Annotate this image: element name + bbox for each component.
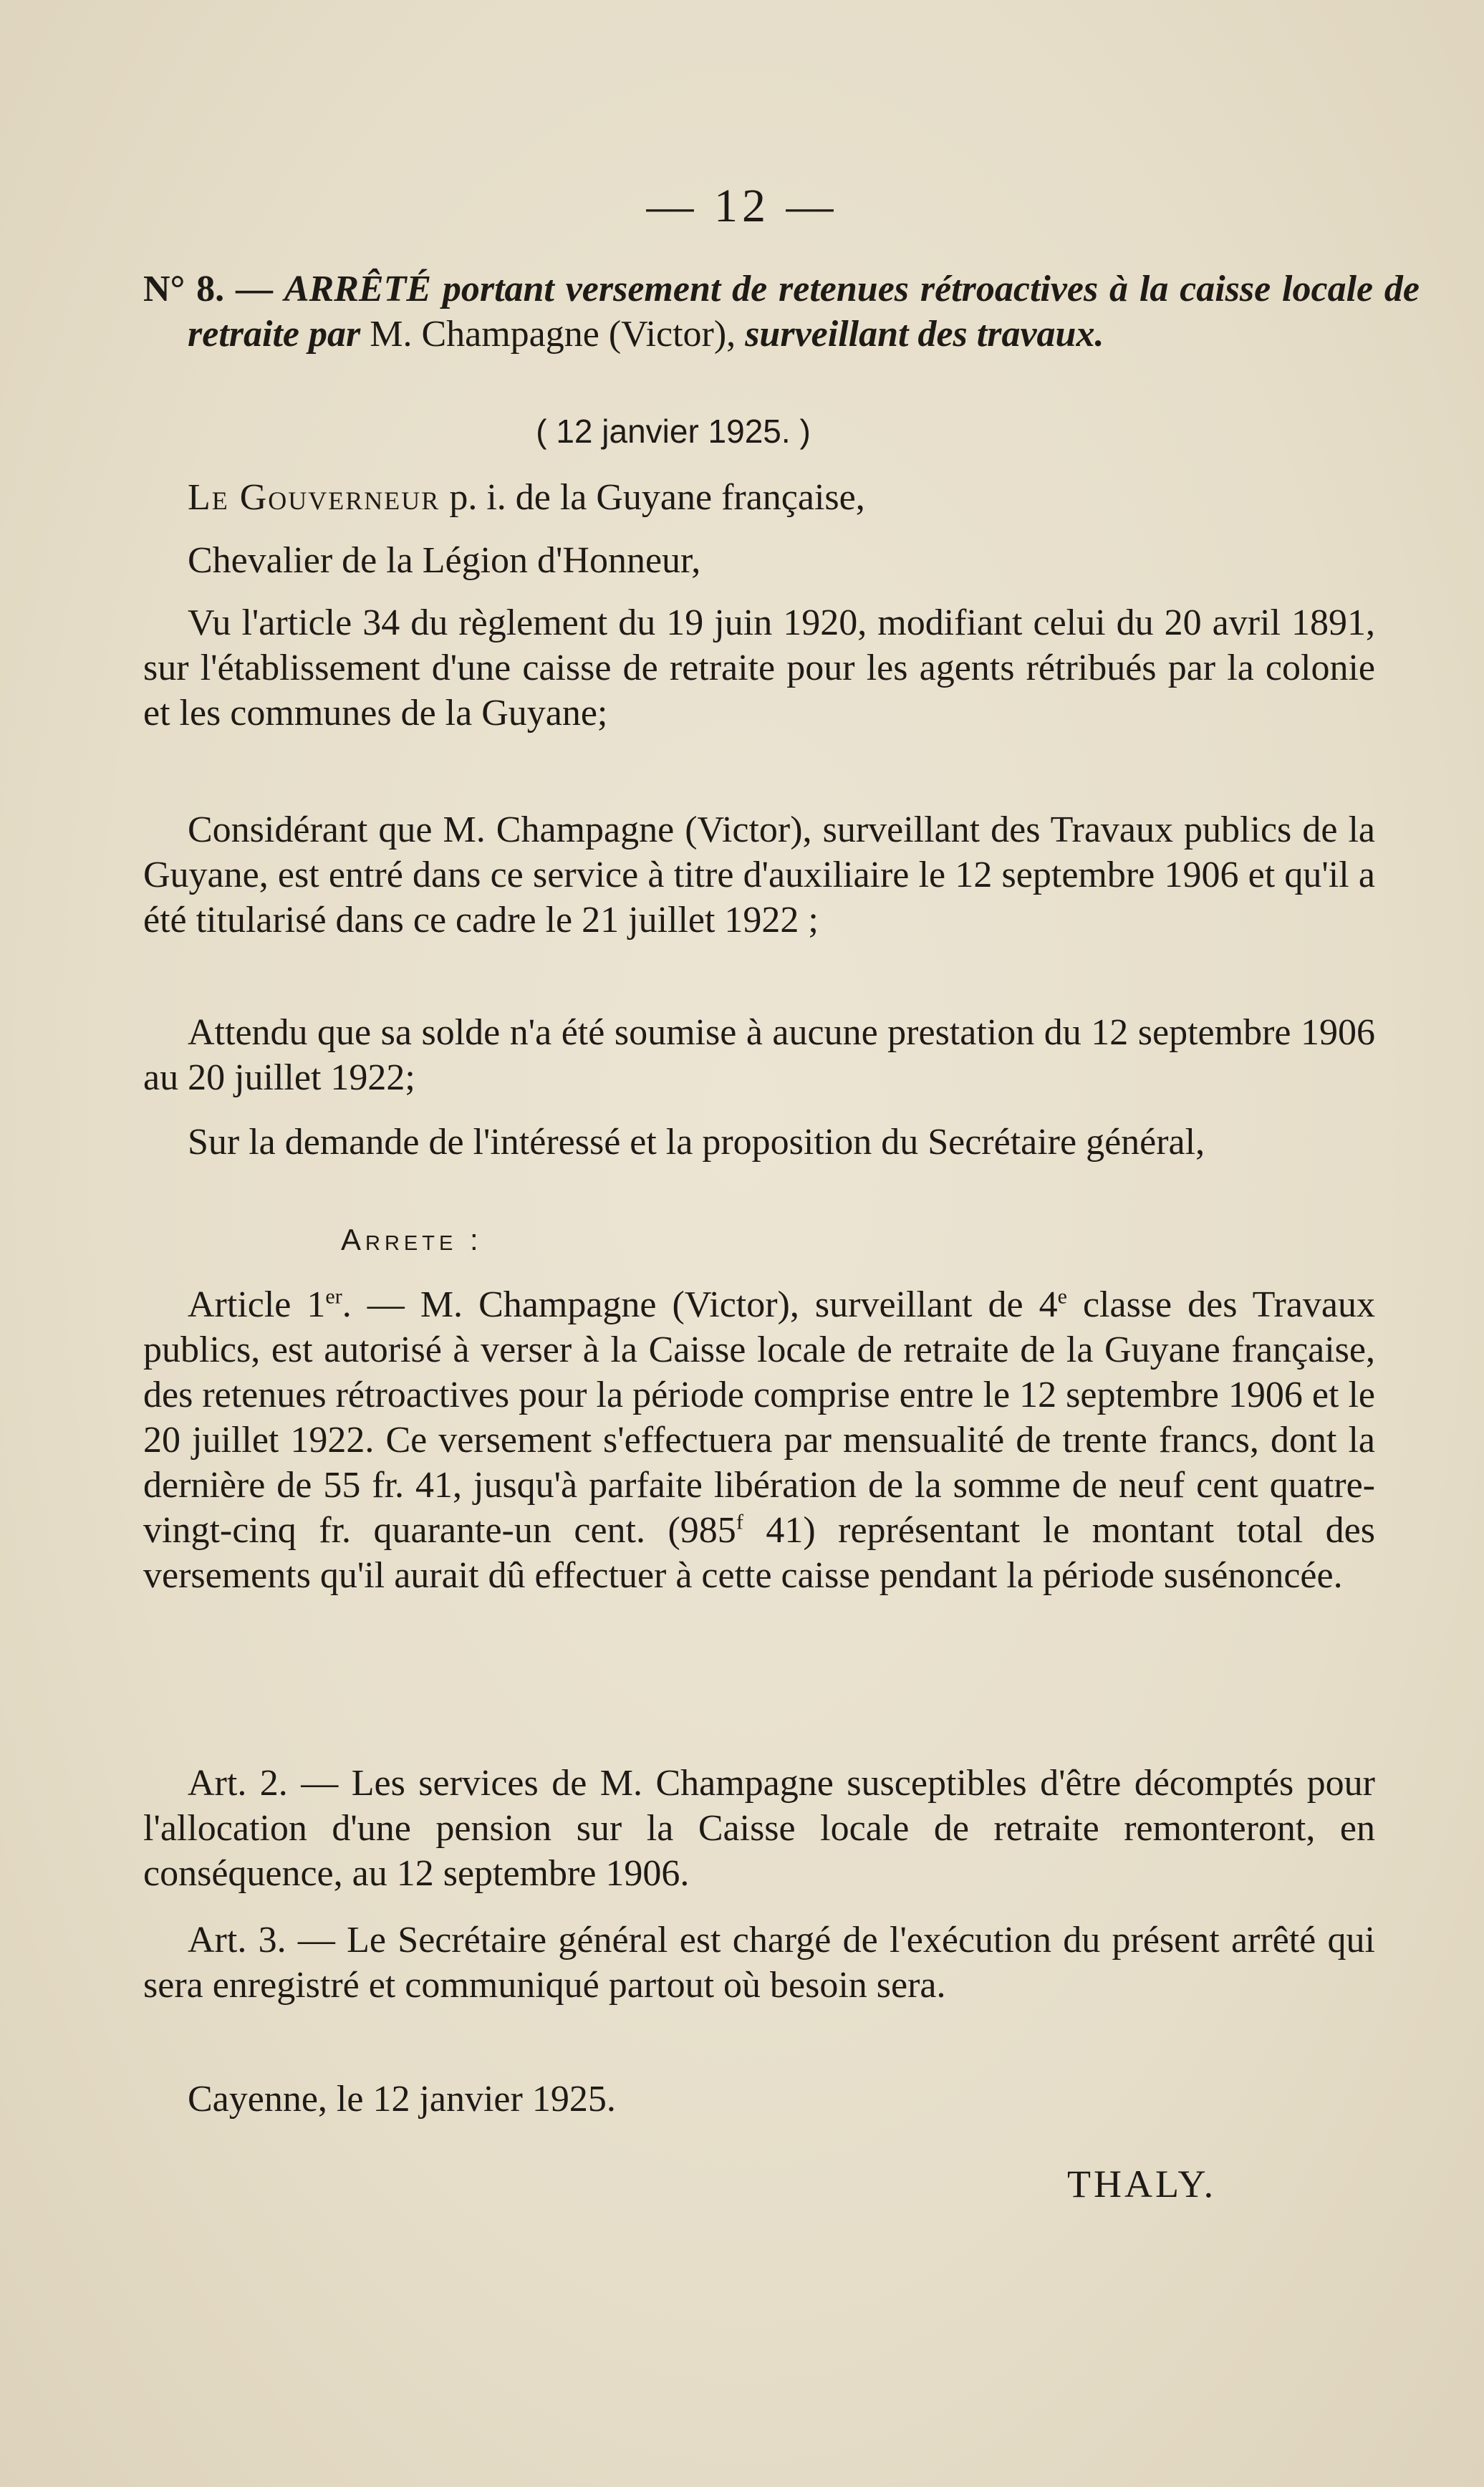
- article-1-class-sup: e: [1057, 1284, 1067, 1309]
- governor-title: Le Gouverneur: [188, 477, 440, 518]
- decree-date: ( 12 janvier 1925. ): [536, 413, 811, 450]
- governor-rest: p. i. de la Guyane française,: [449, 477, 865, 518]
- article-1-text-b: classe des Travaux publics, est autorisé à verser à la Caisse locale de retraite de la Guyane française, des retenues rétroactives pour la période comprise entre le 12 septembre 1906 et le 20 juillet 1922. Ce versement s'effectuera par mensualité de trente francs, dont la dernière de 55 fr. 41, jusqu'à parfaite libération de la somme de neuf cent quatre-vingt-cinq fr. quarante-un cent. (985: [143, 1284, 1376, 1551]
- demande-paragraph: Sur la demande de l'intéressé et la proposition du Secrétaire général,: [188, 1122, 1205, 1163]
- decree-title-part1: ARRÊTÉ portant versement de retenues rétroactives à la caisse locale de retraite par: [188, 269, 1420, 355]
- article-1-text-c: 41) représentant le montant total des versements qu'il aurait dû effectuer à cette caisse pendant la période susénoncée.: [143, 1510, 1375, 1596]
- governor-line: [143, 475, 1375, 520]
- chevalier-line: Chevalier de la Légion d'Honneur,: [188, 540, 701, 581]
- decree-heading: [143, 266, 1420, 357]
- article-1-text-a: . — M. Champagne (Victor), surveillant de 4: [342, 1284, 1058, 1325]
- page-number: — 12 —: [646, 180, 838, 232]
- signature: THALY.: [1067, 2163, 1217, 2205]
- arrete-heading: Arrete :: [341, 1223, 483, 1256]
- attendu-paragraph: Attendu que sa solde n'a été soumise à aucune prestation du 12 septembre 1906 au 20 juillet 1922;: [143, 1012, 1375, 1098]
- article-1-paragraph: [143, 1282, 1375, 1598]
- decree-title-part2: surveillant des travaux.: [745, 314, 1104, 355]
- article-3-paragraph: Art. 3. — Le Secrétaire général est chargé de l'exécution du présent arrêté qui sera enregistré et communiqué partout où besoin sera.: [143, 1920, 1375, 2006]
- vu-paragraph: Vu l'article 34 du règlement du 19 juin 1920, modifiant celui du 20 avril 1891, sur l'établissement d'une caisse de retraite pour les agents rétribués par la colonie et les communes de la Guyane;: [143, 602, 1375, 733]
- decree-title-name: M. Champagne (Victor),: [370, 314, 736, 355]
- decree-number: N° 8. —: [143, 269, 273, 309]
- article-1-label: Article 1: [188, 1284, 326, 1325]
- considerant-paragraph: Considérant que M. Champagne (Victor), surveillant des Travaux publics de la Guyane, est entré dans ce service à titre d'auxiliaire le 12 septembre 1906 et qu'il a été titularisé dans ce cadre le 21 juillet 1922 ;: [143, 809, 1375, 941]
- article-1-label-sup: er: [325, 1284, 342, 1309]
- article-1-franc-sup: f: [736, 1510, 743, 1534]
- article-2-paragraph: Art. 2. — Les services de M. Champagne susceptibles d'être décomptés pour l'allocation d'une pension sur la Caisse locale de retraite remonteront, en conséquence, au 12 septembre 1906.: [143, 1763, 1375, 1894]
- place-date-line: Cayenne, le 12 janvier 1925.: [188, 2079, 616, 2120]
